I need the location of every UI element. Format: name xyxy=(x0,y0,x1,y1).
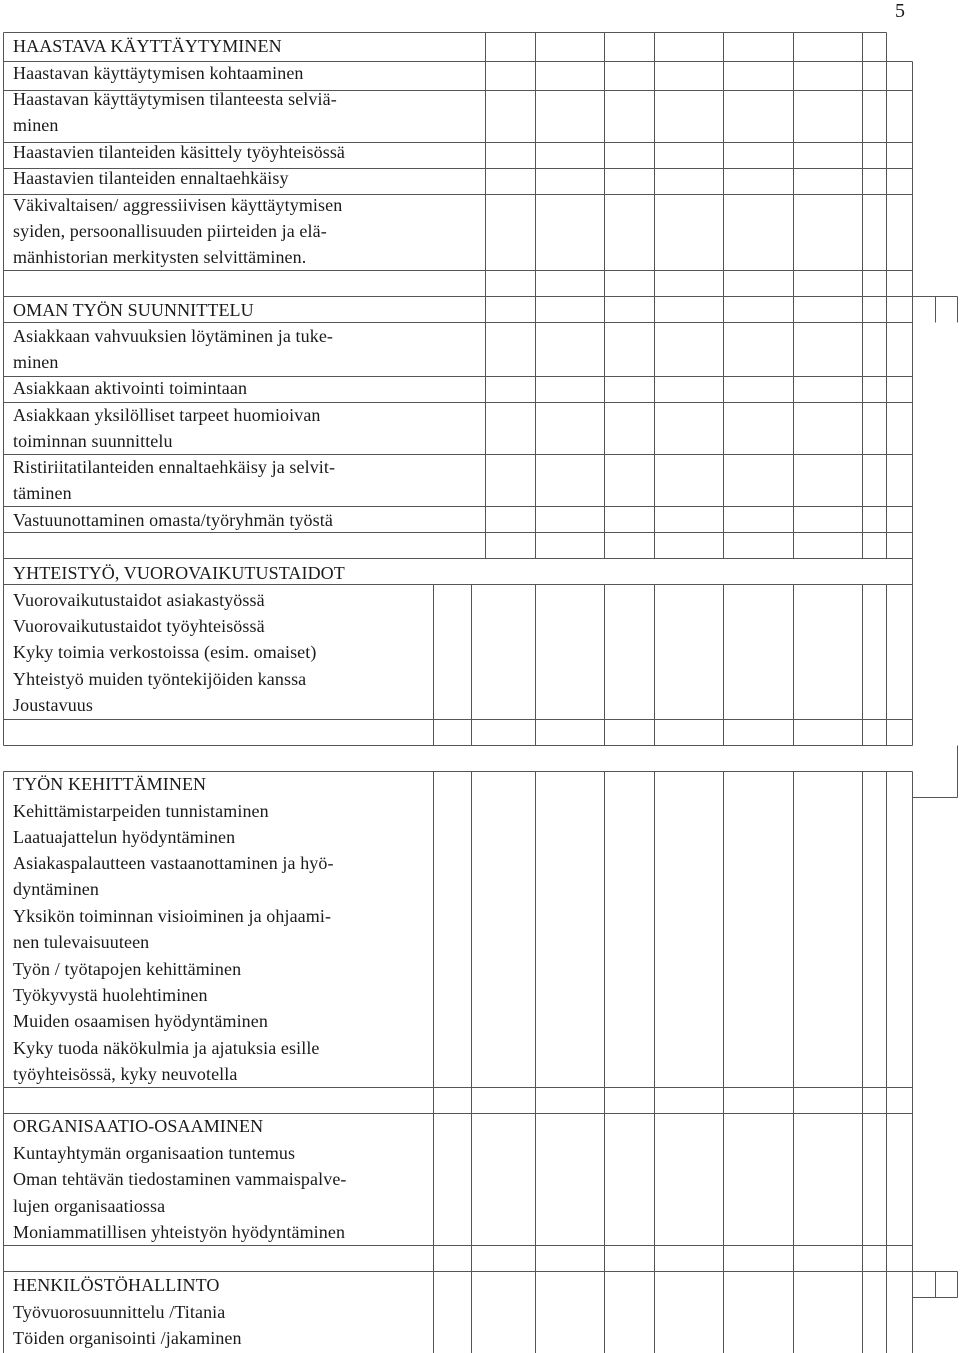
skill-line: Vuorovaikutustaidot työyhteisössä xyxy=(13,616,265,636)
skill-line: Työn / työtapojen kehittäminen xyxy=(13,959,242,979)
skill-line: Haastavien tilanteiden käsittely työyhteisössä xyxy=(13,142,346,162)
skill-line: Joustavuus xyxy=(13,695,94,715)
skill-line: Haastavan käyttäytymisen tilanteesta selviä- xyxy=(13,89,337,109)
skill-line: Asiakkaan aktivointi toimintaan xyxy=(13,378,248,398)
skill-line: nen tulevaisuuteen xyxy=(13,932,150,952)
skill-line: Haastavien tilanteiden ennaltaehkäisy xyxy=(13,168,289,188)
skill-line: Ristiriitatilanteiden ennaltaehkäisy ja selvit- xyxy=(13,457,336,477)
skill-line: Oman tehtävän tiedostaminen vammaispalve- xyxy=(13,1169,347,1189)
skill-line: Laatuajattelun hyödyntäminen xyxy=(13,827,236,847)
skill-line: dyntäminen xyxy=(13,879,99,899)
skill-line: Kuntayhtymän organisaation tuntemus xyxy=(13,1143,296,1163)
skill-line: täminen xyxy=(13,483,72,503)
skill-line: toiminnan suunnittelu xyxy=(13,431,173,451)
skill-line: Yksikön toiminnan visioiminen ja ohjaami- xyxy=(13,906,332,926)
skill-line: Työkyvystä huolehtiminen xyxy=(13,985,208,1005)
section-heading: TYÖN KEHITTÄMINEN xyxy=(13,774,207,794)
skill-line: Kyky tuoda näkökulmia ja ajatuksia esille xyxy=(13,1038,320,1058)
skill-line: Yhteistyö muiden työntekijöiden kanssa xyxy=(13,669,307,689)
skill-line: työyhteisössä, kyky neuvotella xyxy=(13,1064,238,1084)
section-heading: HAASTAVA KÄYTTÄYTYMINEN xyxy=(13,36,282,56)
skill-line: Moniammatillisen yhteistyön hyödyntäminen xyxy=(13,1222,346,1242)
skill-line: Asiakkaan yksilölliset tarpeet huomioivan xyxy=(13,405,321,425)
section-heading: ORGANISAATIO-OSAAMINEN xyxy=(13,1116,264,1136)
skill-line: Kyky toimia verkostoissa (esim. omaiset) xyxy=(13,642,317,662)
skill-line: Kehittämistarpeiden tunnistaminen xyxy=(13,801,269,821)
skill-line: mänhistorian merkitysten selvittäminen. xyxy=(13,247,307,267)
skill-line: Vuorovaikutustaidot asiakastyössä xyxy=(13,590,265,610)
section-heading: OMAN TYÖN SUUNNITTELU xyxy=(13,300,254,320)
skill-line: Haastavan käyttäytymisen kohtaaminen xyxy=(13,63,304,83)
section-heading: YHTEISTYÖ, VUOROVAIKUTUSTAIDOT xyxy=(13,563,345,583)
skill-line: minen xyxy=(13,115,59,135)
skill-line: Työvuorosuunnittelu /Titania xyxy=(13,1302,226,1322)
skill-line: syiden, persoonallisuuden piirteiden ja elä- xyxy=(13,221,327,241)
skill-line: Töiden organisointi /jakaminen xyxy=(13,1328,242,1348)
skill-line: lujen organisaatiossa xyxy=(13,1196,166,1216)
skill-line: Väkivaltaisen/ aggressiivisen käyttäytymisen xyxy=(13,195,343,215)
page-number: 5 xyxy=(895,0,905,22)
skill-line: minen xyxy=(13,352,59,372)
skill-line: Vastuunottaminen omasta/työryhmän työstä xyxy=(13,510,333,530)
skill-line: Asiakkaan vahvuuksien löytäminen ja tuke- xyxy=(13,326,334,346)
skill-line: Asiakaspalautteen vastaanottaminen ja hyö- xyxy=(13,853,334,873)
skill-line: Muiden osaamisen hyödyntäminen xyxy=(13,1011,268,1031)
section-heading: HENKILÖSTÖHALLINTO xyxy=(13,1275,220,1295)
